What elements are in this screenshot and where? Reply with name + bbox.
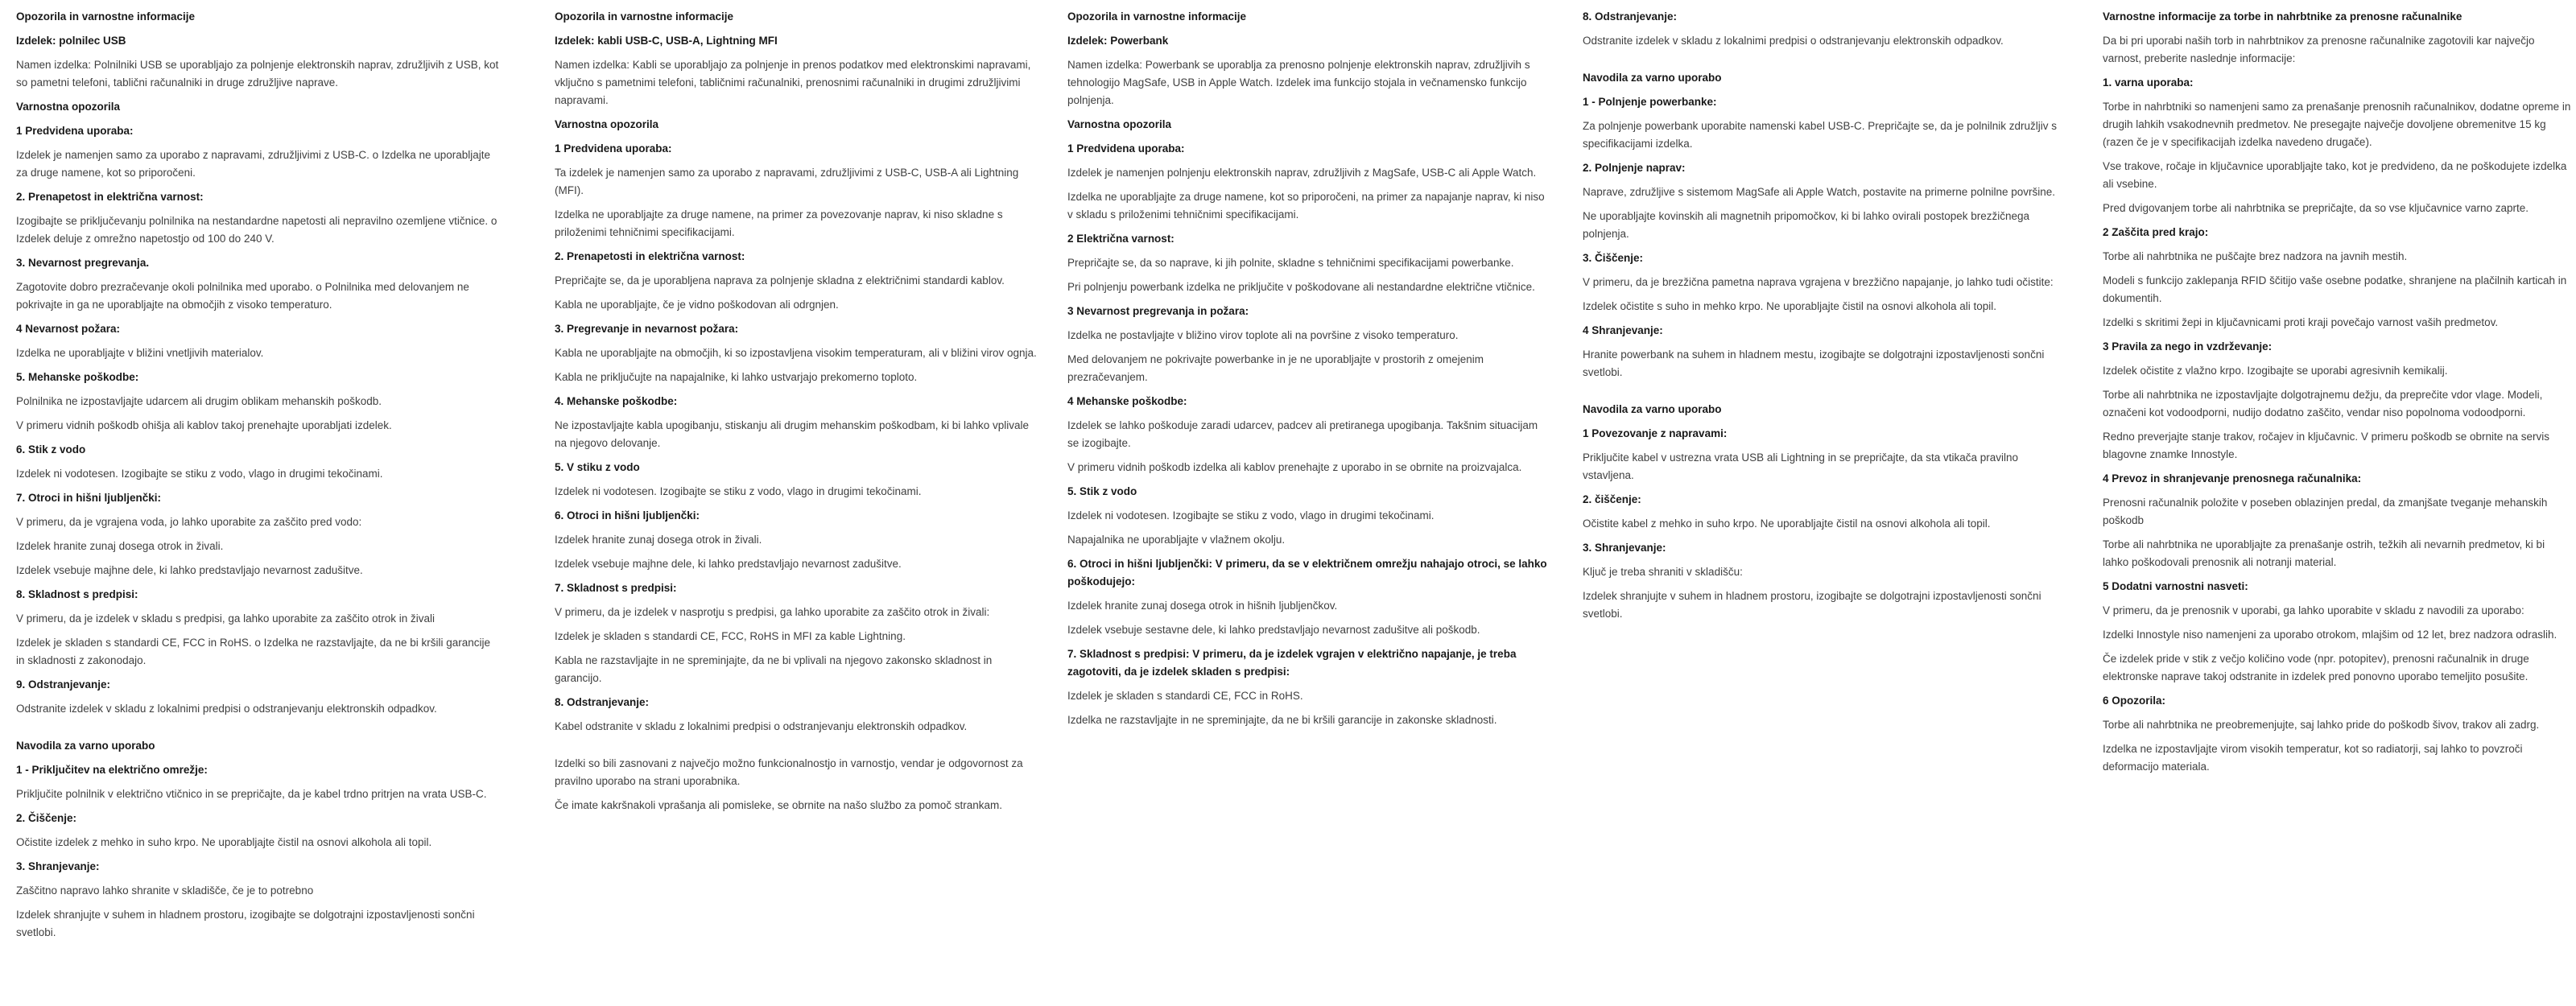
- section-heading: 2. Prenapetosti in električna varnost:: [555, 250, 745, 262]
- section-heading: 5. V stiku z vodo: [555, 461, 640, 473]
- section-heading: 8. Skladnost s predpisi:: [16, 588, 138, 600]
- paragraph: Odstranite izdelek v skladu z lokalnimi predpisi o odstranjevanju elektronskih odpadkov.: [1583, 35, 2004, 47]
- section-heading: 5. Mehanske poškodbe:: [16, 371, 139, 383]
- section-heading: 1 - Priključitev na električno omrežje:: [16, 764, 208, 776]
- section-heading: Varnostna opozorila: [555, 118, 659, 130]
- paragraph: Priključite polnilnik v električno vtičnico in se prepričajte, da je kabel trdno pritrjen na vrata USB-C.: [16, 788, 487, 800]
- paragraph: Prepričajte se, da je uporabljena naprava za polnjenje skladna z električnimi standardi kablov.: [555, 274, 1005, 287]
- column-laptop-bags: [2103, 8, 2571, 782]
- section-heading: 7. Otroci in hišni ljubljenčki:: [16, 492, 162, 504]
- paragraph: V primeru, da je brezžična pametna naprava vgrajena v brezžično napajanje, jo lahko tudi očistite:: [1583, 276, 2054, 288]
- paragraph: Izdelek hranite zunaj dosega otrok in živali.: [555, 534, 762, 546]
- paragraph: Vse trakove, ročaje in ključavnice uporabljajte tako, kot je predvideno, da ne poškodujete izdelka ali vsebine.: [2103, 160, 2567, 190]
- section-heading: 4 Shranjevanje:: [1583, 324, 1663, 336]
- paragraph: Polnilnika ne izpostavljajte udarcem ali drugim oblikam mehanskih poškodb.: [16, 395, 382, 407]
- section-heading: 2 Električna varnost:: [1067, 233, 1174, 245]
- section-heading: Navodila za varno uporabo: [16, 740, 155, 752]
- section-heading: 4 Nevarnost požara:: [16, 323, 121, 335]
- paragraph: Ta izdelek je namenjen samo za uporabo z napravami, združljivimi z USB-C, USB-A ali Lightning (MFI).: [555, 167, 1019, 196]
- paragraph: Izdelek vsebuje majhne dele, ki lahko predstavljajo nevarnost zadušitve.: [16, 564, 363, 576]
- section-heading: 3. Nevarnost pregrevanja.: [16, 257, 150, 269]
- paragraph: Izdelek ni vodotesen. Izogibajte se stiku z vodo, vlago in drugimi tekočinami.: [555, 485, 922, 497]
- column-cables: [555, 8, 1038, 821]
- paragraph: Izdelek ni vodotesen. Izogibajte se stiku z vodo, vlago in drugimi tekočinami.: [1067, 509, 1435, 522]
- section-heading: 3. Čiščenje:: [1583, 252, 1644, 264]
- section-heading: 2. čiščenje:: [1583, 493, 1641, 505]
- paragraph: Izdelek očistite z vlažno krpo. Izogibajte se uporabi agresivnih kemikalij.: [2103, 365, 2448, 377]
- section-heading: 2. Čiščenje:: [16, 812, 77, 824]
- section-heading: 5. Stik z vodo: [1067, 485, 1137, 497]
- section-heading: 4 Mehanske poškodbe:: [1067, 395, 1187, 407]
- paragraph: Torbe ali nahrbtnika ne uporabljajte za prenašanje ostrih, težkih ali nevarnih predmetov, ki bi lahko poškodovali prenosnik ali notranji material.: [2103, 538, 2545, 568]
- section-heading: Opozorila in varnostne informacije: [1067, 10, 1247, 23]
- section-heading: 4. Mehanske poškodbe:: [555, 395, 678, 407]
- section-heading: 2. Prenapetost in električna varnost:: [16, 191, 204, 203]
- section-heading: 1 Predvidena uporaba:: [1067, 142, 1185, 155]
- paragraph: Zagotovite dobro prezračevanje okoli polnilnika med uporabo. o Polnilnika med delovanjem ne pokrivajte in ga ne uporabljajte na območjih z visoko temperaturo.: [16, 281, 469, 311]
- section-heading: 2. Polnjenje naprav:: [1583, 162, 1686, 174]
- section-heading: Varnostne informacije za torbe in nahrbtnike za prenosne računalnike: [2103, 10, 2462, 23]
- section-heading: 6 Opozorila:: [2103, 695, 2166, 707]
- section-heading: 2 Zaščita pred krajo:: [2103, 226, 2209, 238]
- section-heading: Varnostna opozorila: [1067, 118, 1172, 130]
- section-heading: 3. Pregrevanje in nevarnost požara:: [555, 323, 739, 335]
- paragraph: Torbe in nahrbtniki so namenjeni samo za prenašanje prenosnih računalnikov, dodatne opreme in drugih lahkih vsakodnevnih predmetov. Ne presegajte največje dovoljene obremenitve 15 kg (razen če je v specifikacijah izdelka navedeno drugače).: [2103, 101, 2571, 148]
- paragraph: Da bi pri uporabi naših torb in nahrbtnikov za prenosne računalnike zagotovili kar največjo varnost, preberite naslednje informacije:: [2103, 35, 2535, 64]
- paragraph: Izdelka ne uporabljajte v bližini vnetljivih materialov.: [16, 347, 264, 359]
- paragraph: Modeli s funkcijo zaklepanja RFID ščitijo vaše osebne podatke, shranjene na plačilnih karticah in dokumentih.: [2103, 274, 2567, 304]
- paragraph: Pri polnjenju powerbank izdelka ne priključite v poškodovane ali nestandardne električne vtičnice.: [1067, 281, 1535, 293]
- paragraph: Ne uporabljajte kovinskih ali magnetnih pripomočkov, ki bi lahko ovirali postopek brezžičnega polnjenja.: [1583, 210, 2030, 240]
- section-heading: 1 - Polnjenje powerbanke:: [1583, 96, 1717, 108]
- section-heading: 5 Dodatni varnostni nasveti:: [2103, 580, 2248, 592]
- paragraph: Izdelka ne uporabljajte za druge namene, kot so priporočeni, na primer za napajanje naprav, ki niso v skladu s priloženimi tehničnimi specifikacijami.: [1067, 191, 1545, 221]
- paragraph: Kabel odstranite v skladu z lokalnimi predpisi o odstranjevanju elektronskih odpadkov.: [555, 720, 968, 732]
- section-heading: 1 Predvidena uporaba:: [16, 125, 134, 137]
- section-heading: 3. Shranjevanje:: [16, 860, 100, 872]
- paragraph: Namen izdelka: Kabli se uporabljajo za polnjenje in prenos podatkov med elektronskimi napravami, vključno s pametnimi telefoni, tabličnimi računalniki, prenosnimi računalniki in drugimi združljivimi napravami.: [555, 59, 1031, 106]
- paragraph: Med delovanjem ne pokrivajte powerbanke in je ne uporabljajte v prostorih z omejenim prezračevanjem.: [1067, 353, 1484, 383]
- paragraph: Izdelki so bili zasnovani z največjo možno funkcionalnostjo in varnostjo, vendar je odgovornost za pravilno uporabo na strani uporabnika.: [555, 757, 1023, 787]
- section-heading: 6. Otroci in hišni ljubljenčki:: [555, 509, 700, 522]
- paragraph: Torbe ali nahrbtnika ne izpostavljajte dolgotrajnemu dežju, da preprečite vdor vlage. Modeli, označeni kot vodoodporni, nudijo dodatno zaščito, vendar niso popolnoma vodoodporni.: [2103, 389, 2543, 418]
- paragraph: Izdelek hranite zunaj dosega otrok in hišnih ljubljenčkov.: [1067, 600, 1338, 612]
- paragraph: Namen izdelka: Polnilniki USB se uporabljajo za polnjenje elektronskih naprav, združljivih z USB, kot so pametni telefoni, tablični računalniki in druge združljive naprave.: [16, 59, 499, 89]
- paragraph: Priključite kabel v ustrezna vrata USB ali Lightning in se prepričajte, da sta vtikača pravilno vstavljena.: [1583, 451, 2019, 481]
- paragraph: Pred dvigovanjem torbe ali nahrbtnika se prepričajte, da so vse ključavnice varno zaprte.: [2103, 202, 2529, 214]
- paragraph: Če imate kakršnakoli vprašanja ali pomisleke, se obrnite na našo službo za pomoč strankam.: [555, 799, 1003, 811]
- paragraph: Izdelek vsebuje sestavne dele, ki lahko predstavljajo nevarnost zadušitve ali poškodb.: [1067, 624, 1480, 636]
- paragraph: Izdelka ne uporabljajte za druge namene, na primer za povezovanje naprav, ki niso skladne s priloženimi tehničnimi specifikacijami.: [555, 208, 1003, 238]
- section-heading: 3 Pravila za nego in vzdrževanje:: [2103, 340, 2273, 353]
- section-heading: 6. Stik z vodo: [16, 443, 86, 456]
- paragraph: Torbe ali nahrbtnika ne puščajte brez nadzora na javnih mestih.: [2103, 250, 2408, 262]
- paragraph: V primeru, da je vgrajena voda, jo lahko uporabite za zaščito pred vodo:: [16, 516, 362, 528]
- paragraph: Očistite kabel z mehko in suho krpo. Ne uporabljajte čistil na osnovi alkohola ali topil.: [1583, 517, 1991, 530]
- section-heading: 1 Povezovanje z napravami:: [1583, 427, 1728, 439]
- paragraph: Izdelki s skritimi žepi in ključavnicami proti kraji povečajo varnost vaših predmetov.: [2103, 316, 2499, 328]
- section-heading: 3 Nevarnost pregrevanja in požara:: [1067, 305, 1249, 317]
- paragraph: Izdelki Innostyle niso namenjeni za uporabo otrokom, mlajšim od 12 let, brez nadzora odraslih.: [2103, 629, 2557, 641]
- paragraph: V primeru vidnih poškodb izdelka ali kablov prenehajte z uporabo in se obrnite na proizvajalca.: [1067, 461, 1522, 473]
- section-heading: Izdelek: kabli USB-C, USB-A, Lightning MFI: [555, 35, 778, 47]
- section-heading: Navodila za varno uporabo: [1583, 403, 1722, 415]
- paragraph: Izdelek se lahko poškoduje zaradi udarcev, padcev ali pretiranega upogibanja. Takšnim situacijam se izogibajte.: [1067, 419, 1538, 449]
- section-heading: 4 Prevoz in shranjevanje prenosnega računalnika:: [2103, 472, 2362, 484]
- paragraph: Izdelek je namenjen samo za uporabo z napravami, združljivimi z USB-C. o Izdelka ne uporabljajte za druge namene, kot so priporočeni.: [16, 149, 491, 179]
- paragraph: Napajalnika ne uporabljajte v vlažnem okolju.: [1067, 534, 1286, 546]
- paragraph: Redno preverjajte stanje trakov, ročajev in ključavnic. V primeru poškodb se obrnite na servis blagovne znamke Innostyle.: [2103, 431, 2550, 460]
- paragraph: V primeru, da je izdelek v skladu s predpisi, ga lahko uporabite za zaščito otrok in živali: [16, 612, 436, 625]
- column-usb-charger: [16, 8, 499, 948]
- section-heading: 1. varna uporaba:: [2103, 76, 2194, 89]
- paragraph: Izdelek je namenjen polnjenju elektronskih naprav, združljivih z MagSafe, USB-C ali Apple Watch.: [1067, 167, 1537, 179]
- paragraph: Prepričajte se, da so naprave, ki jih polnite, skladne s tehničnimi specifikacijami powerbanke.: [1067, 257, 1514, 269]
- paragraph: Kabla ne uporabljajte, če je vidno poškodovan ali odrgnjen.: [555, 299, 839, 311]
- paragraph: Očistite izdelek z mehko in suho krpo. Ne uporabljajte čistil na osnovi alkohola ali topil.: [16, 836, 432, 848]
- section-heading: Izdelek: Powerbank: [1067, 35, 1169, 47]
- paragraph: Zaščitno napravo lahko shranite v skladišče, če je to potrebno: [16, 884, 314, 897]
- column-powerbank: [1067, 8, 1550, 736]
- paragraph: Kabla ne razstavljajte in ne spreminjajte, da ne bi vplivali na njegovo zakonsko skladnost in garancijo.: [555, 654, 993, 684]
- paragraph: Izdelek je skladen s standardi CE, FCC, RoHS in MFI za kable Lightning.: [555, 630, 906, 642]
- paragraph: V primeru, da je izdelek v nasprotju s predpisi, ga lahko uporabite za zaščito otrok in živali:: [555, 606, 990, 618]
- paragraph: Prenosni računalnik položite v poseben oblazinjen predal, da zmanjšate tveganje mehanskih poškodb: [2103, 497, 2548, 526]
- paragraph: Izdelek shranjujte v suhem in hladnem prostoru, izogibajte se dolgotrajni izpostavljenosti sončni svetlobi.: [1583, 590, 2041, 620]
- paragraph: Izdelek vsebuje majhne dele, ki lahko predstavljajo nevarnost zadušitve.: [555, 558, 902, 570]
- paragraph: Kabla ne priključujte na napajalnike, ki lahko ustvarjajo prekomerno toploto.: [555, 371, 918, 383]
- section-heading: Varnostna opozorila: [16, 101, 121, 113]
- paragraph: Če izdelek pride v stik z večjo količino vode (npr. potopitev), prenosni računalnik in druge elektronske naprave takoj odstranite in izdelek pred ponovno uporabo temeljito posušite.: [2103, 653, 2529, 682]
- paragraph: Izdelek shranjujte v suhem in hladnem prostoru, izogibajte se dolgotrajni izpostavljenosti sončni svetlobi.: [16, 909, 475, 938]
- paragraph: V primeru vidnih poškodb ohišja ali kablov takoj prenehajte uporabljati izdelek.: [16, 419, 392, 431]
- section-heading: 7. Skladnost s predpisi: V primeru, da je izdelek vgrajen v električno napajanje, je treba zagotoviti, da je izdelek skladen s predpisi:: [1067, 648, 1517, 678]
- section-heading: 8. Odstranjevanje:: [1583, 10, 1678, 23]
- paragraph: Naprave, združljive s sistemom MagSafe ali Apple Watch, postavite na primerne polnilne površine.: [1583, 186, 2056, 198]
- paragraph: Ne izpostavljajte kabla upogibanju, stiskanju ali drugim mehanskim poškodbam, ki bi lahko vplivale na njegovo delovanje.: [555, 419, 1030, 449]
- section-heading: 3. Shranjevanje:: [1583, 542, 1666, 554]
- paragraph: Izdelek ni vodotesen. Izogibajte se stiku z vodo, vlago in drugimi tekočinami.: [16, 468, 383, 480]
- paragraph: Izdelek očistite s suho in mehko krpo. Ne uporabljajte čistil na osnovi alkohola ali topil.: [1583, 300, 1997, 312]
- paragraph: Hranite powerbank na suhem in hladnem mestu, izogibajte se dolgotrajni izpostavljenosti sončni svetlobi.: [1583, 348, 2045, 378]
- section-heading: Opozorila in varnostne informacije: [555, 10, 734, 23]
- paragraph: Namen izdelka: Powerbank se uporablja za prenosno polnjenje elektronskih naprav, združljivih s tehnologijo MagSafe, USB in Apple Watch. Izdelek ima funkcijo stojala in večnamensko funkcijo polnjenja.: [1067, 59, 1530, 106]
- section-heading: 9. Odstranjevanje:: [16, 678, 111, 691]
- section-heading: Opozorila in varnostne informacije: [16, 10, 196, 23]
- section-heading: 1 Predvidena uporaba:: [555, 142, 672, 155]
- section-heading: Navodila za varno uporabo: [1583, 72, 1722, 84]
- section-heading: 8. Odstranjevanje:: [555, 696, 650, 708]
- paragraph: Za polnjenje powerbank uporabite namenski kabel USB-C. Prepričajte se, da je polnilnik združljiv s specifikacijami izdelka.: [1583, 120, 2058, 150]
- column-powerbank-continued: [1583, 8, 2066, 629]
- section-heading: 7. Skladnost s predpisi:: [555, 582, 677, 594]
- paragraph: Izdelka ne izpostavljajte virom visokih temperatur, kot so radiatorji, saj lahko to povzroči deformacijo materiala.: [2103, 743, 2523, 773]
- paragraph: Izogibajte se priključevanju polnilnika na nestandardne napetosti ali nepravilno ozemljene vtičnice. o Izdelek deluje z omrežno napetostjo od 100 do 240 V.: [16, 215, 497, 245]
- paragraph: Izdelka ne postavljajte v bližino virov toplote ali na površine z visoko temperaturo.: [1067, 329, 1459, 341]
- paragraph: Ključ je treba shraniti v skladišču:: [1583, 566, 1743, 578]
- section-heading: 6. Otroci in hišni ljubljenčki: V primeru, da se v električnem omrežju nahajajo otroci, se lahko poškodujejo:: [1067, 558, 1547, 588]
- paragraph: Izdelka ne razstavljajte in ne spreminjajte, da ne bi kršili garancije in zakonske skladnosti.: [1067, 714, 1497, 726]
- paragraph: Odstranite izdelek v skladu z lokalnimi predpisi o odstranjevanju elektronskih odpadkov.: [16, 703, 437, 715]
- paragraph: Izdelek je skladen s standardi CE, FCC in RoHS. o Izdelka ne razstavljajte, da ne bi kršili garancije in skladnosti z zakonodajo.: [16, 637, 491, 666]
- paragraph: Izdelek hranite zunaj dosega otrok in živali.: [16, 540, 224, 552]
- section-heading: Izdelek: polnilec USB: [16, 35, 126, 47]
- paragraph: V primeru, da je prenosnik v uporabi, ga lahko uporabite v skladu z navodili za uporabo:: [2103, 604, 2524, 616]
- paragraph: Kabla ne uporabljajte na območjih, ki so izpostavljena visokim temperaturam, ali v bližini virov ognja.: [555, 347, 1037, 359]
- paragraph: Torbe ali nahrbtnika ne preobremenjujte, saj lahko pride do poškodb šivov, trakov ali zadrg.: [2103, 719, 2540, 731]
- paragraph: Izdelek je skladen s standardi CE, FCC in RoHS.: [1067, 690, 1303, 702]
